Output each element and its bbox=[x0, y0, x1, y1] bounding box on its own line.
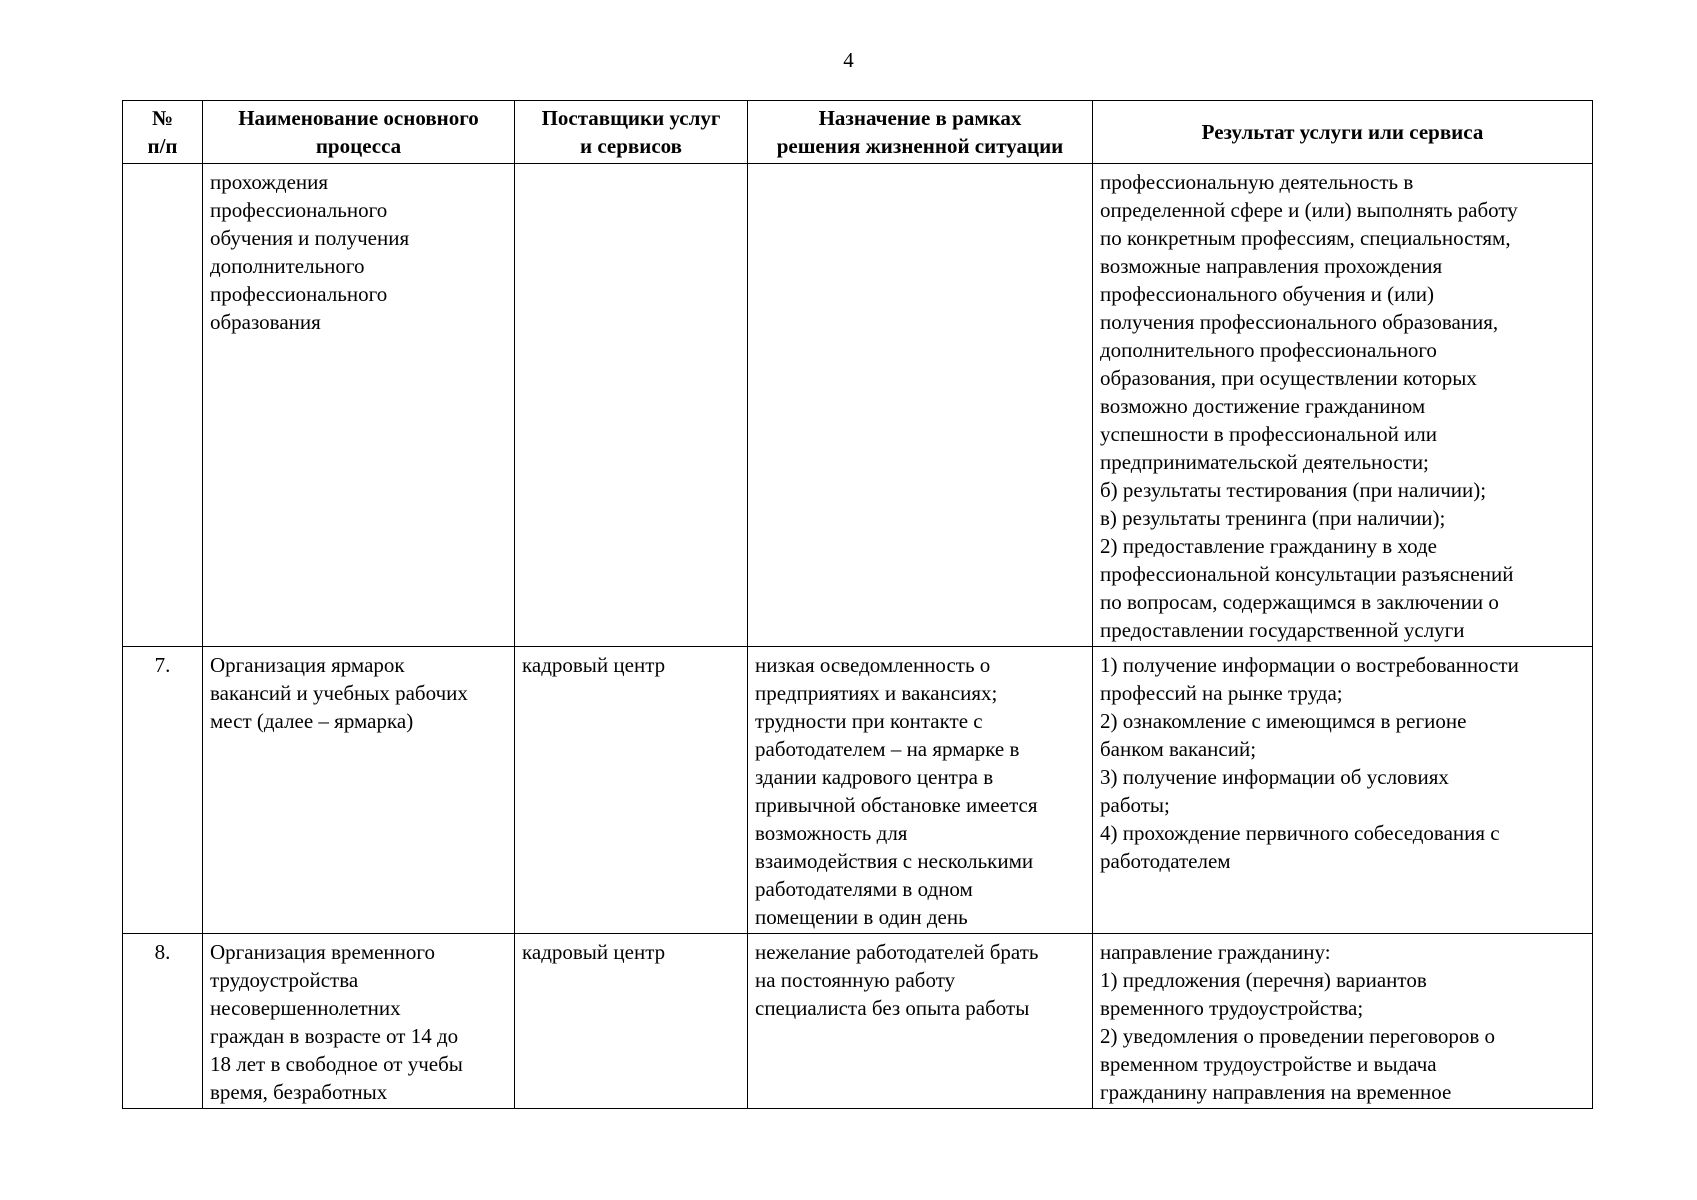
cell-text-line: время, безработных bbox=[210, 1080, 388, 1104]
cell-text-line: 1) получение информации о востребованности bbox=[1100, 653, 1519, 677]
cell-text-line: возможные направления прохождения bbox=[1100, 254, 1443, 278]
cell-text-line: обучения и получения bbox=[210, 226, 410, 250]
table-row bbox=[123, 934, 1593, 1109]
cell-text-line: 1) предложения (перечня) вариантов bbox=[1100, 968, 1427, 992]
table-row bbox=[123, 647, 1593, 934]
cell-text-line: 2) ознакомление с имеющимся в регионе bbox=[1100, 709, 1467, 733]
header-text-line: № bbox=[151, 106, 174, 130]
cell-text-line: банком вакансий; bbox=[1100, 737, 1257, 761]
header-text-line: Назначение в рамках bbox=[818, 106, 1022, 130]
result-cell bbox=[1093, 934, 1593, 1109]
cell-text-line: кадровый центр bbox=[522, 940, 666, 964]
header-number bbox=[123, 101, 203, 164]
cell-text-line: Организация временного bbox=[210, 940, 435, 964]
cell-text-line: работодателем – на ярмарке в bbox=[755, 737, 1020, 761]
cell-text-line: временного трудоустройства; bbox=[1100, 996, 1364, 1020]
cell-text-line: дополнительного bbox=[210, 254, 365, 278]
cell-text-line: специалиста без опыта работы bbox=[755, 996, 1030, 1020]
cell-text-line: временном трудоустройстве и выдача bbox=[1100, 1052, 1437, 1076]
cell-text-line: предпринимательской деятельности; bbox=[1100, 450, 1429, 474]
cell-text-line: профессионального bbox=[210, 198, 388, 222]
cell-text-line: низкая осведомленность о bbox=[755, 653, 991, 677]
cell-text-line: 4) прохождение первичного собеседования с bbox=[1100, 821, 1500, 845]
cell-text-line: б) результаты тестирования (при наличии); bbox=[1100, 478, 1487, 502]
cell-text-line: профессиональной консультации разъяснений bbox=[1100, 562, 1514, 586]
cell-text-line: профессиональную деятельность в bbox=[1100, 170, 1414, 194]
header-result bbox=[1093, 101, 1593, 164]
cell-text-line: 18 лет в свободное от учебы bbox=[210, 1052, 463, 1076]
cell-text-line: прохождения bbox=[210, 170, 329, 194]
cell-text-line: получения профессионального образования, bbox=[1100, 310, 1499, 334]
purpose-cell bbox=[748, 647, 1093, 934]
cell-text-line: работы; bbox=[1100, 793, 1170, 817]
cell-text-line: образования, при осуществлении которых bbox=[1100, 366, 1477, 390]
result-cell bbox=[1093, 164, 1593, 647]
providers-cell bbox=[515, 934, 748, 1109]
cell-text-line: Организация ярмарок bbox=[210, 653, 405, 677]
row-number: 7. bbox=[123, 647, 203, 934]
purpose-cell bbox=[748, 934, 1093, 1109]
cell-text-line: гражданину направления на временное bbox=[1100, 1080, 1452, 1104]
header-text-line: и сервисов bbox=[579, 134, 682, 158]
providers-cell bbox=[515, 647, 748, 934]
cell-text-line: нежелание работодателей брать bbox=[755, 940, 1039, 964]
header-text-line: решения жизненной ситуации bbox=[776, 134, 1064, 158]
header-purpose bbox=[748, 101, 1093, 164]
page-number: 4 bbox=[843, 48, 854, 72]
table-header-row bbox=[123, 101, 1593, 164]
cell-text-line: здании кадрового центра в bbox=[755, 765, 994, 789]
process-name bbox=[203, 164, 515, 647]
cell-text-line: по вопросам, содержащимся в заключении о bbox=[1100, 590, 1499, 614]
cell-text-line: профессионального bbox=[210, 282, 388, 306]
header-providers bbox=[515, 101, 748, 164]
cell-text-line: работодателем bbox=[1100, 849, 1231, 873]
row-number: 8. bbox=[123, 934, 203, 1109]
row-number bbox=[123, 164, 203, 647]
cell-text-line: профессионального обучения и (или) bbox=[1100, 282, 1435, 306]
cell-text-line: предоставлении государственной услуги bbox=[1100, 618, 1465, 642]
services-table bbox=[122, 100, 1593, 1109]
table-body bbox=[123, 164, 1593, 1109]
cell-text-line: трудности при контакте с bbox=[755, 709, 983, 733]
header-text-line: Результат услуги или сервиса bbox=[1201, 120, 1484, 144]
cell-text-line: предприятиях и вакансиях; bbox=[755, 681, 998, 705]
cell-text-line: несовершеннолетних bbox=[210, 996, 401, 1020]
cell-text-line: трудоустройства bbox=[210, 968, 359, 992]
cell-text-line: помещении в один день bbox=[755, 905, 968, 929]
cell-text-line: мест (далее – ярмарка) bbox=[210, 709, 414, 733]
cell-text-line: в) результаты тренинга (при наличии); bbox=[1100, 506, 1446, 530]
header-process bbox=[203, 101, 515, 164]
cell-text-line: направление гражданину: bbox=[1100, 940, 1331, 964]
cell-text-line: успешности в профессиональной или bbox=[1100, 422, 1438, 446]
cell-text-line: взаимодействия с несколькими bbox=[755, 849, 1034, 873]
process-name bbox=[203, 647, 515, 934]
header-text-line: Наименование основного bbox=[238, 106, 479, 130]
cell-text-line: работодателями в одном bbox=[755, 877, 973, 901]
result-cell bbox=[1093, 647, 1593, 934]
cell-text-line: дополнительного профессионального bbox=[1100, 338, 1437, 362]
cell-text-line: возможно достижение гражданином bbox=[1100, 394, 1426, 418]
header-text-line: п/п bbox=[147, 134, 178, 158]
cell-text-line: 3) получение информации об условиях bbox=[1100, 765, 1449, 789]
purpose-cell bbox=[748, 164, 1093, 647]
cell-text-line: определенной сфере и (или) выполнять работу bbox=[1100, 198, 1518, 222]
cell-text-line: 2) предоставление гражданину в ходе bbox=[1100, 534, 1437, 558]
cell-text-line: профессий на рынке труда; bbox=[1100, 681, 1343, 705]
cell-text-line: кадровый центр bbox=[522, 653, 666, 677]
cell-text-line: на постоянную работу bbox=[755, 968, 956, 992]
cell-text-line: 2) уведомления о проведении переговоров о bbox=[1100, 1024, 1496, 1048]
cell-text-line: образования bbox=[210, 310, 321, 334]
cell-text-line: граждан в возрасте от 14 до bbox=[210, 1024, 459, 1048]
cell-text-line: привычной обстановке имеется bbox=[755, 793, 1038, 817]
header-text-line: процесса bbox=[315, 134, 402, 158]
cell-text-line: возможность для bbox=[755, 821, 908, 845]
cell-text-line: вакансий и учебных рабочих bbox=[210, 681, 468, 705]
header-text-line: Поставщики услуг bbox=[541, 106, 721, 130]
process-name bbox=[203, 934, 515, 1109]
providers-cell bbox=[515, 164, 748, 647]
table-row bbox=[123, 164, 1593, 647]
cell-text-line: по конкретным профессиям, специальностям, bbox=[1100, 226, 1511, 250]
